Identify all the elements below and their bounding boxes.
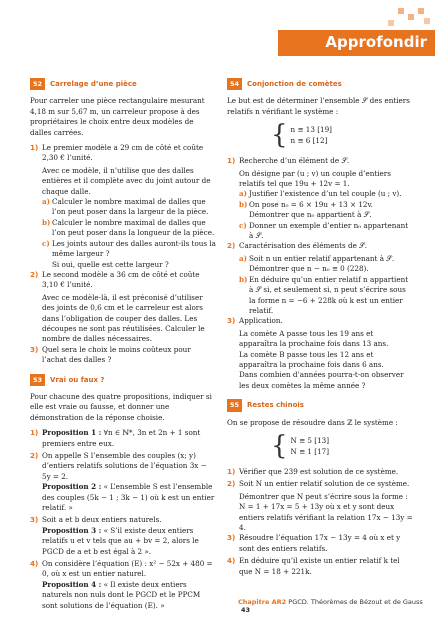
question-item: 3) Application. (227, 316, 283, 326)
sub-question: a) Calculer le nombre maximal de dalles que l’on peut poser dans la largeur de la pièce. (42, 197, 209, 217)
section-banner (278, 30, 435, 56)
question-text: Avec ce modèle, il n’utilise que des dalles entières et il complète avec du joint autour de chaque dalle. (42, 165, 211, 196)
exercise-number: 52 (30, 78, 45, 90)
exercise-intro: Pour chacune des quatre propositions, indiquer si elle est vraie ou fausse, et donner une démonstration de la réponse choisie. (30, 391, 212, 422)
exercise-title: Carrelage d’une pièce (50, 80, 137, 88)
question-item: 4) En déduire qu’il existe un entier relatif k tel que N = 18 + 221k. (227, 556, 400, 576)
exercise-intro: Pour carreler une pièce rectangulaire mesurant 4,18 m sur 5,67 m, un carreleur propose à des propriétaires le choix entre deux modèles de dalles carrées. (30, 96, 205, 137)
chapter-label: Chapitre AR2 (238, 598, 287, 606)
congruence-system: { N ≡ 5 [13] N ≡ 1 [17] (271, 430, 330, 461)
question-text: Dans combien d’années pourra-t-on observer les deux comètes la même année ? (239, 370, 404, 390)
exercise-52-header (30, 78, 216, 90)
exercise-54-header (227, 78, 413, 90)
question-item: 2) Soit N un entier relatif solution de ce système. (227, 479, 410, 489)
exercise-number: 53 (30, 374, 45, 386)
exercise-title: Conjonction de comètes (247, 80, 342, 88)
page-footer (238, 598, 435, 614)
question-text: Démontrer que n₀ appartient à 𝒮. (249, 210, 372, 220)
exercise-53-header (30, 374, 216, 386)
exercise-number: 54 (227, 78, 242, 90)
question-item: 3) Quel sera le choix le moins coûteux pour l’achat des dalles ? (30, 344, 191, 365)
question-item: 1) Recherche d’un élément de 𝒮. (227, 156, 350, 166)
sub-question: b) En déduire qu’un entier relatif n appartient à 𝒮 si, et seulement si, n peut s’écrire sous la forme n = −6 + 228k où k est un entier relatif. (239, 274, 409, 315)
page-number: 43 (241, 606, 251, 614)
question-item: 2) Le second modèle a 36 cm de côté et coûte 3,10 € l’unité. (30, 269, 200, 290)
exercise-title: Vrai ou faux ? (50, 375, 105, 384)
sub-question: a) Justifier l’existence d’un tel couple (u ; v). (239, 189, 402, 199)
left-column (30, 76, 216, 613)
question-text: Avec ce modèle-là, il est préconisé d’utiliser des joints de 0,6 cm et le carreleur est alors dans l’obligation de couper des dalles. Les découpes ne sont pas réutilisées. Calculer le nombre de dalles nécessaires. (42, 292, 205, 344)
question-text: Démontrer que N peut s’écrire sous la forme : N = 1 + 17x = 5 + 13y où x et y sont deux entiers relatifs vérifiant la relation 17x − 13y = 4. (239, 491, 413, 532)
exercise-55-header (227, 399, 413, 411)
question-text: La comète A passe tous les 19 ans et apparaîtra la prochaine fois dans 13 ans. (239, 328, 389, 349)
exercise-intro: Le but est de déterminer l’ensemble 𝒮 des entiers relatifs n vérifiant le système : (227, 96, 410, 116)
right-column (227, 76, 413, 579)
question-item: 4) On considère l’équation (E) : x² − 52x + 480 = 0, où x est un entier naturel. Proposition 4 : « Il existe deux entiers naturels non nuls dont le PGCD et le PPCM sont solutions de l’équation (E). » (30, 559, 213, 610)
question-item: 2) On appelle S l’ensemble des couples (x; y) d’entiers relatifs solutions de l’équation 3x − 5y = 2. Proposition 2 : « L’ensemble S est l’ensemble des couples (5k − 1 ; 3k − 1) où k est un entier relatif. » (30, 451, 215, 513)
exercise-number: 55 (227, 399, 242, 411)
sub-question: b) Calculer le nombre maximal de dalles que l’on peut poser dans la longueur de la pièce. (42, 217, 215, 238)
sub-question: c) Donner un exemple d’entier n₀ appartenant à 𝒮. (239, 220, 409, 241)
decorative-squares (278, 6, 435, 30)
question-text: Si oui, quelle est cette largeur ? (52, 259, 169, 269)
question-item: 1) Vérifier que 239 est solution de ce système. (227, 466, 399, 476)
question-item: 1) Le premier modèle a 29 cm de côté et coûte 2,30 € l’unité. (30, 143, 204, 163)
chapter-title: PGCD. Théorèmes de Bézout et de Gauss (288, 598, 423, 606)
exercise-title: Restes chinois (247, 401, 304, 410)
exercise-intro: On se propose de résoudre dans ℤ le système : (227, 417, 398, 427)
question-text: Démontrer que n − n₀ ≡ 0 (228). (249, 264, 369, 274)
question-item: 3) Résoudre l’équation 17x − 13y = 4 où x et y sont des entiers relatifs. (227, 533, 401, 553)
sub-question: c) Les joints autour des dalles auront-ils tous la même largeur ? (42, 238, 216, 259)
question-item: 2) Caractérisation des éléments de 𝒮. (227, 241, 367, 251)
section-title: Approfondir (325, 33, 427, 51)
question-text: La comète B passe tous les 12 ans et apparaîtra la prochaine fois dans 6 ans. (239, 349, 384, 369)
question-item: 1) Proposition 1 : ∀n ∈ ℕ*, 3n et 2n + 1 sont premiers entre eux. (30, 428, 201, 448)
question-item: 3) Soit a et b deux entiers naturels. Proposition 3 : « S’il existe deux entiers relatifs u et v tels que au + bv = 2, alors le PGCD de a et b est égal à 2 ». (30, 515, 199, 556)
sub-question: a) Soit n un entier relatif appartenant à 𝒮. (239, 253, 395, 263)
congruence-system: { n ≡ 13 [19] n ≡ 6 [12] (271, 120, 332, 151)
question-text: On désigne par (u ; v) un couple d’entiers relatifs tel que 19u + 12v = 1. (239, 168, 391, 189)
sub-question: b) On pose n₀ = 6 × 19u + 13 × 12v. (239, 199, 373, 209)
